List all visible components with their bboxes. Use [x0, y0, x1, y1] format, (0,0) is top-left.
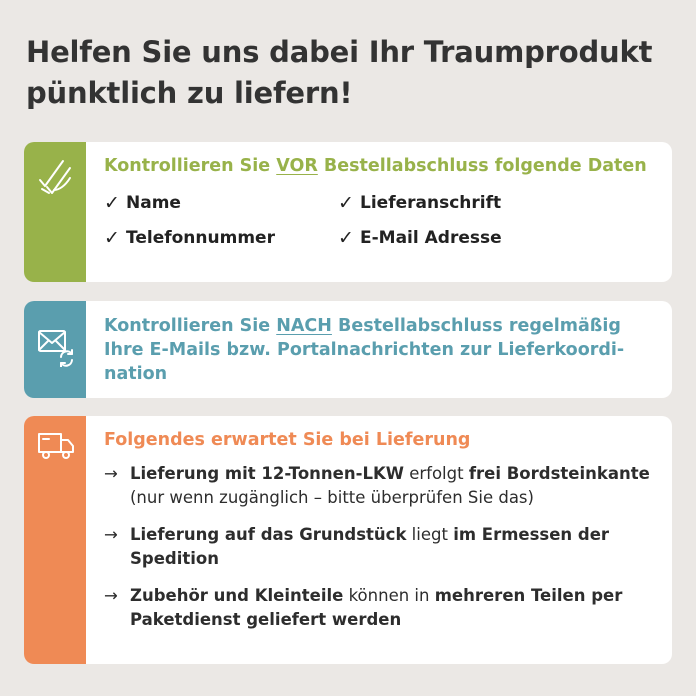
delivery-truck-icon [37, 430, 75, 462]
after-checkout-card [24, 301, 672, 398]
delivery-item-property: → Lieferung auf das Grundstück liegt im Ermessen der Spedition [104, 523, 660, 570]
after-checkout-content [104, 314, 660, 386]
arrow-right-icon: → [104, 525, 118, 544]
after-emphasis: NACH [276, 316, 332, 336]
checkmark-icon: ✓ [338, 192, 354, 214]
arrow-right-icon: → [104, 586, 118, 605]
before-checkout-card [24, 142, 672, 282]
arrow-right-icon: → [104, 464, 118, 483]
check-item-email: ✓ E-Mail Adresse [338, 227, 502, 249]
check-item-phone: ✓ Telefonnummer [104, 227, 275, 249]
delivery-items [104, 462, 660, 631]
before-checkout-content [104, 154, 660, 251]
check-list [104, 191, 660, 251]
before-emphasis: VOR [276, 156, 318, 176]
delivery-card [24, 416, 672, 664]
check-item-name: ✓ Name [104, 192, 181, 214]
checkmark-icon: ✓ [104, 227, 120, 249]
delivery-item-accessories: → Zubehör und Kleinteile können in mehreren Teilen per Paketdienst geliefert werden [104, 584, 660, 631]
delivery-content [104, 428, 660, 645]
after-checkout-title: Kontrollieren Sie NACH Bestellabschluss regelmäßig Ihre E-Mails bzw. Portalnachrichten zur Lieferkoordi-nation [104, 316, 625, 384]
before-checkout-strip [24, 142, 86, 282]
checklist-icon [37, 156, 73, 196]
page-headline: Helfen Sie uns dabei Ihr Traumprodukt pünktlich zu liefern! [26, 35, 653, 110]
before-checkout-title: Kontrollieren Sie VOR Bestellabschluss folgende Daten [104, 156, 647, 176]
checkmark-icon: ✓ [104, 192, 120, 214]
mail-refresh-icon [37, 327, 75, 367]
check-item-address: ✓ Lieferanschrift [338, 192, 502, 214]
after-checkout-strip [24, 301, 86, 398]
delivery-strip [24, 416, 86, 664]
checkmark-icon: ✓ [338, 227, 354, 249]
delivery-item-truck: → Lieferung mit 12-Tonnen-LKW erfolgt frei Bordsteinkante (nur wenn zugänglich – bitte überprüfen Sie das) [104, 462, 660, 509]
delivery-title: Folgendes erwartet Sie bei Lieferung [104, 430, 471, 450]
